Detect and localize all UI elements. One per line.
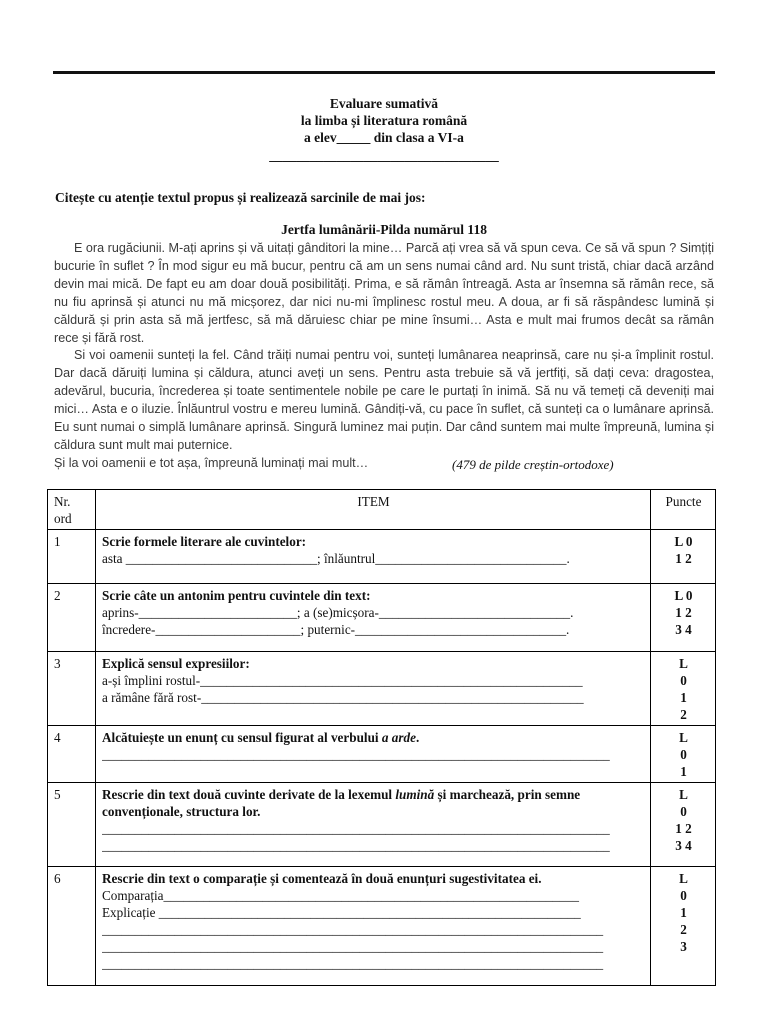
score-value: 1 xyxy=(680,764,687,779)
table-row xyxy=(48,783,716,867)
answer-line[interactable]: ____________________________________________________________________________ xyxy=(102,922,604,937)
header-nr: Nr. ord xyxy=(48,490,96,530)
items-table xyxy=(47,489,716,986)
question-end: . xyxy=(415,730,420,745)
score-value: L xyxy=(679,871,688,886)
row-number: 3 xyxy=(48,652,96,726)
row-score xyxy=(651,584,716,652)
score-value: 3 4 xyxy=(675,838,692,853)
answer-line[interactable]: a-și împlini rostul-__________________________________________________________ xyxy=(102,673,583,688)
score-value: 2 xyxy=(680,707,687,722)
score-value: 1 2 xyxy=(675,821,692,836)
table-row xyxy=(48,530,716,584)
score-value: 0 xyxy=(680,888,687,903)
score-value: L xyxy=(679,730,688,745)
table-row xyxy=(48,584,716,652)
score-value: L 0 xyxy=(674,534,693,549)
row-score xyxy=(651,783,716,867)
answer-line[interactable]: Comparația_______________________________________________________________ xyxy=(102,888,579,903)
header-name-line: __________________________________ xyxy=(269,148,499,163)
story-paragraph-1: E ora rugăciunii. M-ați aprins și vă uitați gânditori la mine… Parcă ați vrea să vă spun ceva. Ce să vă spun ? Simțiți bucurie în suflet ? În mod sigur eu mă bucur, pentru că am un sens numai când ard. Nu sunt tristă, chiar dacă arzând devin mai mică. De fapt eu am doar două posibilități. Prima, e să rămân întreagă. Asta ar însemna să rămân rece, să nu fiu aprinsă și atunci nu mă micșorez, dar nici nu-mi împlinesc rostul meu. A doua, ar fi să răspândesc lumină și căldură și prin asta să mă jertfesc, să mă dăruiesc chiar pe mine însumi… Asta e mult mai frumos decât sa rămân rece și fără rost. xyxy=(54,241,714,345)
answer-line[interactable]: aprins-________________________; a (se)micșora-_____________________________. xyxy=(102,605,574,620)
row-score xyxy=(651,726,716,783)
answer-line[interactable]: _____________________________________________________________________________ xyxy=(102,747,610,762)
row-score xyxy=(651,530,716,584)
table-row xyxy=(48,867,716,986)
table-row xyxy=(48,652,716,726)
story-paragraph-2: Si voi oamenii sunteți la fel. Când trăiți numai pentru voi, sunteți lumânarea neaprinsă, care nu și-a împlinit rostul. Dar dacă dăruiți lumina și căldura, atunci aveți un sens. Pentru asta trebuie să vă jertfiți, să dați ceva: dragostea, adevărul, bucuria, încrederea și toate sentimentele nobile pe care le purtați în inimă. Să nu vă temeți că deveniți mai mici… Asta e o iluzie. Înlăuntrul vostru e mereu lumină. Gândiți-vă, cu pace în suflet, că sunteți ca o lumânare aprinsă. Eu sunt numai o simplă lumânare aprinsă. Singură luminez mai puțin. Dar când suntem mai multe împreună, lumina și căldura sunt mult mai puternice. xyxy=(54,348,714,452)
row-score xyxy=(651,652,716,726)
top-rule xyxy=(53,71,715,74)
header-student-class: a elev_____ din clasa a VI-a xyxy=(304,130,464,145)
row-item xyxy=(96,783,651,867)
table-header-row xyxy=(48,490,716,530)
answer-line[interactable]: încredere-______________________; puternic-________________________________. xyxy=(102,622,570,637)
score-value: L 0 xyxy=(674,588,693,603)
item-question xyxy=(102,786,645,820)
question-text: Rescrie din text două cuvinte derivate de la lexemul xyxy=(102,787,396,802)
row-number: 4 xyxy=(48,726,96,783)
header-points: Puncte xyxy=(651,490,716,530)
text-source: (479 de pilde creștin-ortodoxe) xyxy=(452,457,614,472)
score-value: 1 xyxy=(680,905,687,920)
row-item xyxy=(96,867,651,986)
answer-line[interactable]: ____________________________________________________________________________ xyxy=(102,956,604,971)
row-score xyxy=(651,867,716,986)
question-emphasis: a arde xyxy=(381,730,416,745)
score-value: 1 2 xyxy=(675,605,692,620)
question-emphasis: lumină xyxy=(395,787,435,802)
score-value: 1 2 xyxy=(675,551,692,566)
item-question: Scrie formele literare ale cuvintelor: xyxy=(102,534,307,549)
row-item xyxy=(96,652,651,726)
score-value: 3 4 xyxy=(675,622,692,637)
row-number: 5 xyxy=(48,783,96,867)
question-text: Alcătuiește un enunț cu sensul figurat al verbului xyxy=(102,730,382,745)
item-question: Rescrie din text o comparație și comentează în două enunțuri sugestivitatea ei. xyxy=(102,871,542,886)
answer-line[interactable]: _____________________________________________________________________________ xyxy=(102,838,610,853)
question-end: și marchează, prin semne convenționale, structura lor. xyxy=(102,787,581,819)
header-title: Evaluare sumativă xyxy=(329,96,439,111)
row-number: 6 xyxy=(48,867,96,986)
answer-line[interactable]: a rămâne fără rost-__________________________________________________________ xyxy=(102,690,584,705)
story-paragraph-3: Și la voi oamenii e tot așa, împreună luminați mai mult… xyxy=(54,455,369,470)
score-value: 2 xyxy=(680,922,687,937)
answer-line[interactable]: ____________________________________________________________________________ xyxy=(102,939,604,954)
item-question xyxy=(102,729,645,746)
row-number: 2 xyxy=(48,584,96,652)
answer-line[interactable]: _____________________________________________________________________________ xyxy=(102,821,610,836)
row-item xyxy=(96,726,651,783)
item-question: Scrie câte un antonim pentru cuvintele din text: xyxy=(102,588,371,603)
score-value: 0 xyxy=(680,673,687,688)
score-value: L xyxy=(679,656,688,671)
score-value: 1 xyxy=(680,690,687,705)
table-row xyxy=(48,726,716,783)
story-text xyxy=(54,240,714,473)
header-item: ITEM xyxy=(96,490,651,530)
score-value: 0 xyxy=(680,804,687,819)
score-value: 0 xyxy=(680,747,687,762)
header-subject: la limba și literatura română xyxy=(300,113,468,128)
row-item xyxy=(96,530,651,584)
answer-line[interactable]: asta _____________________________; înlăuntrul_____________________________. xyxy=(102,551,570,566)
instruction: Citește cu atenție textul propus și realizează sarcinile de mai jos: xyxy=(55,190,426,205)
row-number: 1 xyxy=(48,530,96,584)
row-item xyxy=(96,584,651,652)
text-title: Jertfa lumânării-Pilda numărul 118 xyxy=(281,222,487,237)
score-value: 3 xyxy=(680,939,687,954)
item-question: Explică sensul expresiilor: xyxy=(102,656,250,671)
answer-line[interactable]: Explicație ________________________________________________________________ xyxy=(102,905,581,920)
score-value: L xyxy=(679,787,688,802)
